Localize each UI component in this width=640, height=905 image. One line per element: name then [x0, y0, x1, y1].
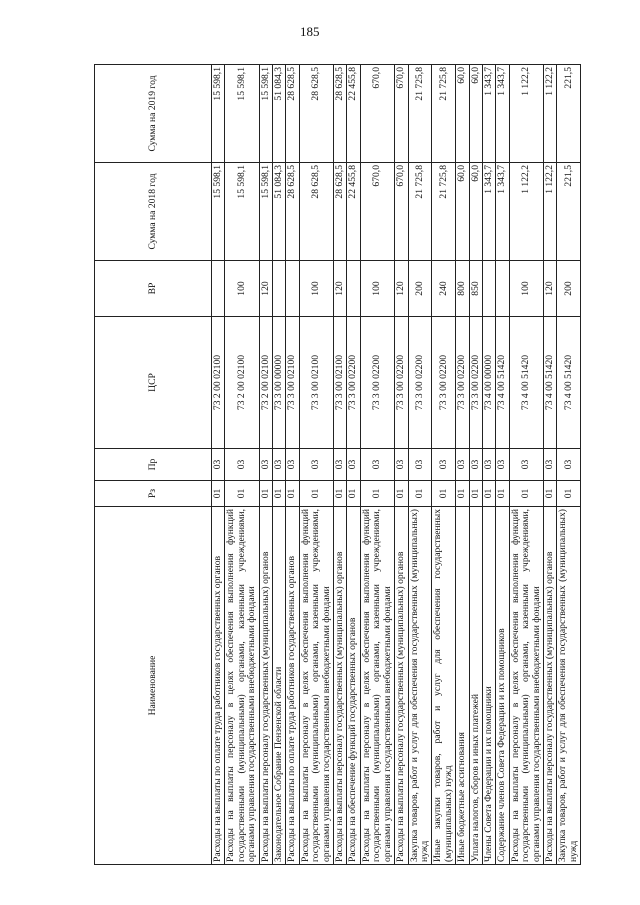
table-row — [509, 65, 543, 865]
cell-name: Расходы на выплаты по оплате труда работников государственных органов — [286, 507, 299, 865]
cell-sum-2018: 22 455,8 — [347, 163, 360, 261]
table-row — [395, 65, 408, 865]
cell-csr: 73 4 00 00000 — [482, 317, 495, 449]
cell-name: Расходы на выплаты персоналу в целях обеспечения выполнения функций государственными (муниципальными) органами, казенными учреждениями, органами управления государственными внебюджетными фондами — [360, 507, 394, 865]
table-row — [259, 65, 272, 865]
cell-sum-2019: 15 598,1 — [212, 65, 225, 163]
cell-name: Закупка товаров, работ и услуг для обеспечения государственных (муниципальных) нужд — [408, 507, 432, 865]
cell-csr: 73 4 00 51420 — [496, 317, 509, 449]
cell-pr: 03 — [212, 449, 225, 481]
cell-name: Расходы на выплаты персоналу в целях обеспечения выполнения функций государственными (муниципальными) органами, казенными учреждениями, органами управления государственными внебюджетными фондами — [299, 507, 333, 865]
cell-rz: 01 — [543, 481, 556, 507]
cell-name: Уплата налогов, сборов и иных платежей — [469, 507, 482, 865]
cell-name: Члены Совета Федерации и их помощники — [482, 507, 495, 865]
header-rz: Рз — [95, 481, 212, 507]
rotated-budget-table-container — [94, 65, 579, 865]
cell-pr: 03 — [334, 449, 347, 481]
table-row — [360, 65, 394, 865]
cell-name: Содержание членов Совета Федерации и их помощников — [496, 507, 509, 865]
cell-sum-2019: 670,0 — [360, 65, 394, 163]
table-row — [347, 65, 360, 865]
table-row — [212, 65, 225, 865]
cell-rz: 01 — [273, 481, 286, 507]
cell-vr — [496, 261, 509, 317]
cell-name: Расходы на выплаты персоналу государственных (муниципальных) органов — [543, 507, 556, 865]
cell-rz: 01 — [456, 481, 469, 507]
cell-pr: 03 — [299, 449, 333, 481]
table-row — [225, 65, 259, 865]
cell-sum-2019: 60,0 — [469, 65, 482, 163]
cell-sum-2018: 60,0 — [456, 163, 469, 261]
cell-sum-2019: 21 725,8 — [432, 65, 456, 163]
cell-name: Законодательное Собрание Пензенской области — [273, 507, 286, 865]
cell-csr: 73 3 00 02200 — [347, 317, 360, 449]
cell-sum-2018: 60,0 — [469, 163, 482, 261]
table-row — [456, 65, 469, 865]
cell-csr: 73 3 00 02100 — [299, 317, 333, 449]
table-body — [212, 65, 581, 865]
cell-pr: 03 — [360, 449, 394, 481]
table-row — [557, 65, 581, 865]
cell-sum-2018: 28 628,5 — [299, 163, 333, 261]
cell-pr: 03 — [496, 449, 509, 481]
cell-sum-2018: 21 725,8 — [408, 163, 432, 261]
page-number: 185 — [300, 24, 320, 39]
cell-pr: 03 — [395, 449, 408, 481]
header-sum-2019: Сумма на 2019 год — [95, 65, 212, 163]
cell-sum-2018: 15 598,1 — [259, 163, 272, 261]
cell-pr: 03 — [482, 449, 495, 481]
cell-rz: 01 — [347, 481, 360, 507]
cell-sum-2019: 60,0 — [456, 65, 469, 163]
table-row — [334, 65, 347, 865]
cell-rz: 01 — [225, 481, 259, 507]
cell-sum-2019: 221,5 — [557, 65, 581, 163]
cell-vr: 100 — [360, 261, 394, 317]
cell-pr: 03 — [469, 449, 482, 481]
table-row — [273, 65, 286, 865]
table-row — [543, 65, 556, 865]
cell-csr: 73 4 00 51420 — [509, 317, 543, 449]
cell-name: Расходы на выплаты персоналу государственных (муниципальных) органов — [334, 507, 347, 865]
cell-csr: 73 3 00 00000 — [273, 317, 286, 449]
cell-sum-2019: 21 725,8 — [408, 65, 432, 163]
cell-rz: 01 — [408, 481, 432, 507]
cell-pr: 03 — [408, 449, 432, 481]
cell-pr: 03 — [543, 449, 556, 481]
cell-vr: 120 — [259, 261, 272, 317]
cell-csr: 73 2 00 02100 — [212, 317, 225, 449]
cell-csr: 73 3 00 02200 — [395, 317, 408, 449]
cell-sum-2019: 1 343,7 — [496, 65, 509, 163]
cell-rz: 01 — [469, 481, 482, 507]
header-name: Наименование — [95, 507, 212, 865]
cell-rz: 01 — [334, 481, 347, 507]
cell-sum-2018: 1 343,7 — [496, 163, 509, 261]
cell-sum-2019: 1 122,2 — [509, 65, 543, 163]
cell-rz: 01 — [286, 481, 299, 507]
cell-csr: 73 3 00 02200 — [469, 317, 482, 449]
cell-rz: 01 — [360, 481, 394, 507]
table-header-row — [95, 65, 212, 865]
table-row — [408, 65, 432, 865]
cell-csr: 73 3 00 02100 — [286, 317, 299, 449]
cell-sum-2018: 670,0 — [360, 163, 394, 261]
cell-vr: 100 — [299, 261, 333, 317]
cell-sum-2019: 670,0 — [395, 65, 408, 163]
cell-sum-2018: 28 628,5 — [286, 163, 299, 261]
cell-vr: 100 — [225, 261, 259, 317]
cell-sum-2019: 28 628,5 — [334, 65, 347, 163]
cell-vr — [286, 261, 299, 317]
cell-csr: 73 3 00 02200 — [408, 317, 432, 449]
cell-name: Расходы на обеспечение функций государственных органов — [347, 507, 360, 865]
cell-name: Расходы на выплаты персоналу в целях обеспечения выполнения функций государственными (муниципальными) органами, казенными учреждениями, органами управления государственными внебюджетными фондами — [225, 507, 259, 865]
table-row — [286, 65, 299, 865]
cell-name: Иные закупки товаров, работ и услуг для обеспечения государственных (муниципальных) нужд — [432, 507, 456, 865]
cell-name: Расходы на выплаты персоналу государственных (муниципальных) органов — [395, 507, 408, 865]
cell-pr: 03 — [259, 449, 272, 481]
cell-csr: 73 3 00 02100 — [334, 317, 347, 449]
table-row — [299, 65, 333, 865]
table-row — [432, 65, 456, 865]
cell-rz: 01 — [557, 481, 581, 507]
cell-rz: 01 — [212, 481, 225, 507]
header-pr: Пр — [95, 449, 212, 481]
table-row — [496, 65, 509, 865]
cell-sum-2018: 15 598,1 — [212, 163, 225, 261]
cell-vr — [347, 261, 360, 317]
cell-sum-2019: 1 122,2 — [543, 65, 556, 163]
cell-pr: 03 — [225, 449, 259, 481]
cell-sum-2018: 28 628,5 — [334, 163, 347, 261]
cell-vr — [273, 261, 286, 317]
cell-sum-2019: 22 455,8 — [347, 65, 360, 163]
cell-rz: 01 — [432, 481, 456, 507]
cell-sum-2018: 1 122,2 — [543, 163, 556, 261]
cell-sum-2018: 1 343,7 — [482, 163, 495, 261]
cell-csr: 73 4 00 51420 — [557, 317, 581, 449]
cell-sum-2018: 51 084,3 — [273, 163, 286, 261]
cell-pr: 03 — [456, 449, 469, 481]
cell-pr: 03 — [509, 449, 543, 481]
cell-pr: 03 — [432, 449, 456, 481]
cell-vr: 120 — [395, 261, 408, 317]
cell-vr: 120 — [334, 261, 347, 317]
cell-name: Расходы на выплаты персоналу в целях обеспечения выполнения функций государственными (муниципальными) органами, казенными учреждениями, органами управления государственными внебюджетными фондами — [509, 507, 543, 865]
cell-name: Расходы на выплаты персоналу государственных (муниципальных) органов — [259, 507, 272, 865]
budget-table — [94, 64, 581, 865]
cell-name: Иные бюджетные ассигнования — [456, 507, 469, 865]
cell-sum-2019: 51 084,3 — [273, 65, 286, 163]
cell-csr: 73 3 00 02200 — [456, 317, 469, 449]
cell-sum-2019: 15 598,1 — [259, 65, 272, 163]
table-row — [482, 65, 495, 865]
cell-csr: 73 3 00 02200 — [360, 317, 394, 449]
cell-csr: 73 2 00 02100 — [225, 317, 259, 449]
cell-vr: 240 — [432, 261, 456, 317]
header-csr: ЦСР — [95, 317, 212, 449]
cell-vr — [212, 261, 225, 317]
cell-sum-2019: 15 598,1 — [225, 65, 259, 163]
cell-sum-2019: 28 628,5 — [286, 65, 299, 163]
cell-sum-2018: 21 725,8 — [432, 163, 456, 261]
cell-vr: 120 — [543, 261, 556, 317]
cell-sum-2018: 15 598,1 — [225, 163, 259, 261]
cell-name: Расходы на выплаты по оплате труда работников государственных органов — [212, 507, 225, 865]
cell-sum-2018: 1 122,2 — [509, 163, 543, 261]
cell-csr: 73 4 00 51420 — [543, 317, 556, 449]
cell-sum-2019: 28 628,5 — [299, 65, 333, 163]
cell-pr: 03 — [286, 449, 299, 481]
cell-pr: 03 — [273, 449, 286, 481]
cell-vr — [482, 261, 495, 317]
cell-sum-2018: 670,0 — [395, 163, 408, 261]
cell-csr: 73 2 00 02100 — [259, 317, 272, 449]
header-vr: ВР — [95, 261, 212, 317]
cell-rz: 01 — [509, 481, 543, 507]
cell-rz: 01 — [482, 481, 495, 507]
cell-rz: 01 — [259, 481, 272, 507]
cell-vr: 200 — [408, 261, 432, 317]
table-row — [469, 65, 482, 865]
cell-vr: 850 — [469, 261, 482, 317]
cell-vr: 100 — [509, 261, 543, 317]
cell-pr: 03 — [347, 449, 360, 481]
cell-rz: 01 — [496, 481, 509, 507]
cell-vr: 800 — [456, 261, 469, 317]
cell-csr: 73 3 00 02200 — [432, 317, 456, 449]
cell-pr: 03 — [557, 449, 581, 481]
cell-sum-2018: 221,5 — [557, 163, 581, 261]
cell-sum-2019: 1 343,7 — [482, 65, 495, 163]
cell-vr: 200 — [557, 261, 581, 317]
cell-rz: 01 — [299, 481, 333, 507]
cell-name: Закупка товаров, работ и услуг для обеспечения государственных (муниципальных) нужд — [557, 507, 581, 865]
cell-rz: 01 — [395, 481, 408, 507]
header-sum-2018: Сумма на 2018 год — [95, 163, 212, 261]
